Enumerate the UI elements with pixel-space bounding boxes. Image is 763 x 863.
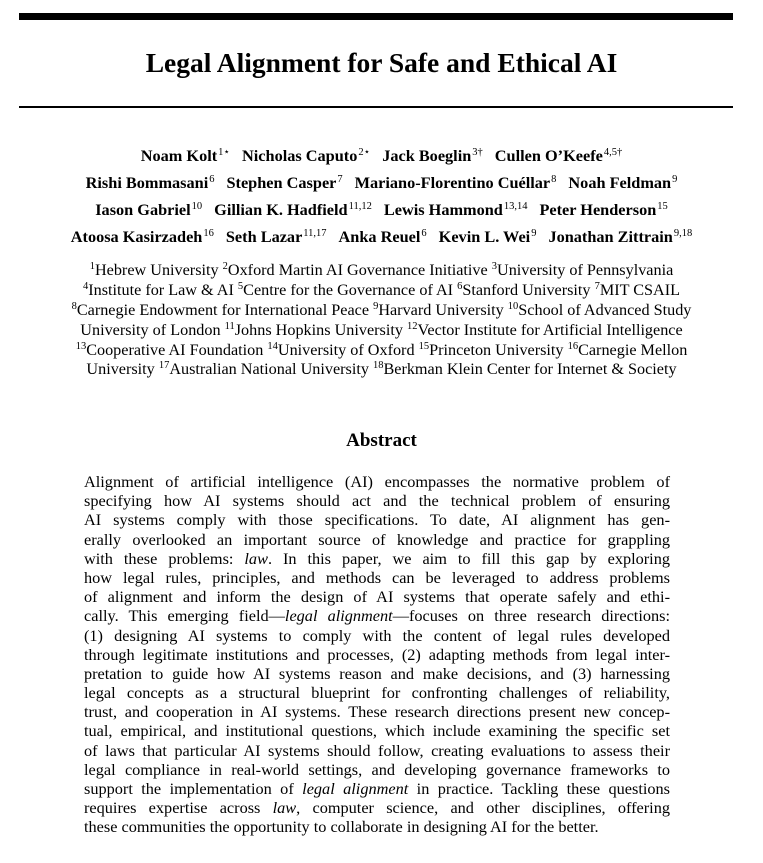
author-affiliation-mark: 3† (472, 147, 483, 158)
affiliation-name: University of Pennsylvania (497, 261, 674, 279)
author-affiliation-mark: 2⋆ (358, 147, 371, 158)
affiliation-name: Oxford Martin AI Governance Initiative (227, 261, 492, 279)
author-line (0, 171, 763, 198)
affiliation-number: 8 (71, 300, 77, 312)
affiliation-name: Centre for the Governance of AI (243, 280, 458, 299)
author-affiliation-mark: 8 (551, 174, 557, 185)
paper-title: Legal Alignment for Safe and Ethical AI (145, 47, 618, 78)
affiliation-name: Carnegie Mellon (578, 340, 688, 359)
author-affiliation-mark: 7 (337, 174, 343, 185)
author-name: Iason Gabriel (95, 200, 191, 219)
author-name: Jonathan Zittrain (548, 227, 673, 246)
affiliation-name: Harvard University (378, 300, 508, 319)
affiliation-name: Hebrew University (94, 261, 223, 279)
author-name: Noam Kolt (140, 146, 218, 165)
affiliation-name: Stanford University (462, 280, 595, 299)
author-affiliation-mark: 10 (191, 201, 203, 212)
affiliation-number: 4 (82, 280, 89, 292)
abstract-line: requires expertise across law, computer science, and other disciplines, offering (84, 798, 670, 818)
abstract-line: (1) designing AI systems to comply with the content of legal rules developed (84, 625, 670, 645)
affiliation-name: Institute for Law & AI (88, 280, 238, 299)
author-affiliation-mark: 13,14 (503, 201, 528, 212)
author-name: Atoosa Kasirzadeh (70, 227, 203, 246)
abstract-line: AI systems comply with those specifications. To date, AI alignment has gen- (84, 510, 670, 530)
abstract-line: with these problems: law. In this paper, we aim to fill this gap by exploring (84, 548, 670, 568)
author-affiliation-mark: 9 (531, 228, 537, 239)
affiliation-number: 13 (75, 340, 87, 352)
affiliation-name: Berkman Klein Center for Internet & Society (383, 360, 677, 379)
affiliation-number: 18 (372, 360, 384, 372)
author-name: Cullen O’Keefe (494, 146, 603, 165)
author-name: Kevin L. Wei (438, 227, 531, 246)
author-affiliation-mark: 1⋆ (218, 147, 230, 158)
affiliation-line (0, 320, 763, 340)
author (86, 173, 215, 192)
author-name: Gillian K. Hadfield (214, 200, 348, 219)
author (71, 227, 214, 246)
affiliation-name: Australian National University (169, 360, 373, 379)
affiliation-number: 1 (89, 261, 95, 272)
affiliation-number: 12 (406, 320, 418, 332)
abstract-line: these communities the opportunity to collaborate in designing AI for the better. (84, 817, 599, 837)
affiliation-number: 15 (418, 340, 430, 352)
author-name: Mariano-Florentino Cuéllar (354, 173, 551, 192)
abstract-line: Alignment of artificial intelligence (AI) encompasses the normative problem of (84, 472, 670, 491)
affiliation-number: 2 (222, 261, 228, 272)
abstract-line: of laws that particular AI systems should follow, creating evaluations to assess their (84, 740, 670, 760)
title-rule-bottom (19, 106, 733, 108)
affiliation-line (0, 340, 763, 360)
affiliation-name: Vector Institute for Artificial Intelligence (417, 320, 683, 339)
author-name: Anka Reuel (338, 227, 421, 246)
affiliation-name: Princeton University (429, 340, 568, 359)
affiliation-name: MIT CSAIL (599, 280, 681, 299)
affiliation-number: 11 (224, 320, 235, 332)
author-affiliation-mark: 4,5† (603, 147, 623, 158)
affiliation-line (0, 280, 763, 300)
affiliation-name: University of London (80, 320, 225, 339)
abstract-line: erally overlooked an important source of knowledge and practice for grappling (84, 529, 670, 549)
abstract-heading: Abstract (346, 430, 417, 451)
abstract-line: trust, and cooperation in AI systems. These research directions present new concep- (84, 702, 670, 722)
author-name: Seth Lazar (225, 227, 303, 246)
author-list (0, 144, 763, 252)
author (439, 227, 537, 246)
author-name: Jack Boeglin (382, 146, 472, 165)
author-name: Stephen Casper (226, 173, 337, 192)
author (382, 146, 483, 165)
affiliation-number: 3 (491, 261, 498, 272)
author (568, 173, 677, 192)
author (548, 227, 692, 246)
author-line (0, 144, 763, 171)
author-name: Lewis Hammond (383, 200, 503, 219)
author-line (0, 225, 763, 252)
author-line (0, 198, 763, 225)
abstract-line: of alignment and inform the design of AI systems that operate safely and ethi- (84, 587, 670, 607)
author (226, 173, 342, 192)
author-affiliation-mark: 15 (657, 201, 668, 212)
affiliation-number: 17 (158, 360, 170, 372)
author-affiliation-mark: 16 (203, 228, 214, 239)
affiliation-name: Johns Hopkins University (234, 320, 407, 339)
abstract-line: how legal rules, principles, and methods can be leveraged to address problems (84, 567, 670, 587)
author (355, 173, 557, 192)
abstract-line: tual, empirical, and institutional questions, which include examining the specific set (84, 721, 670, 741)
author (539, 200, 667, 219)
abstract-line: support the implementation of legal alignment in practice. Tackling these questions (84, 779, 671, 798)
affiliation-number: 14 (267, 340, 278, 352)
affiliation-line (0, 300, 763, 320)
abstract-body (84, 472, 670, 837)
affiliation-name: Cooperative AI Foundation (86, 340, 268, 359)
abstract-line: through legitimate institutions and processes, (2) adapting methods from legal inter- (84, 644, 670, 664)
author-affiliation-mark: 6 (209, 174, 215, 185)
author-name: Rishi Bommasani (85, 173, 209, 192)
affiliation-line (0, 260, 763, 280)
affiliation-name: School of Advanced Study (518, 300, 692, 319)
author (214, 200, 372, 219)
author (226, 227, 327, 246)
author-affiliation-mark: 11,12 (348, 201, 372, 212)
affiliation-name: University of Oxford (277, 340, 419, 359)
author-affiliation-mark: 11,17 (303, 228, 327, 239)
affiliation-number: 10 (507, 300, 519, 312)
author-name: Nicholas Caputo (242, 146, 358, 165)
affiliation-number: 5 (237, 280, 244, 292)
affiliation-list (0, 260, 763, 379)
affiliation-number: 7 (594, 280, 600, 292)
author-name: Peter Henderson (539, 200, 657, 219)
affiliation-line (0, 359, 763, 379)
author (384, 200, 528, 219)
author (141, 146, 230, 165)
author (242, 146, 370, 165)
abstract-line: specifying how AI systems should act and the technical problem of ensuring (84, 491, 670, 511)
author-affiliation-mark: 6 (421, 228, 427, 239)
affiliation-number: 9 (373, 300, 379, 312)
author-affiliation-mark: 9 (672, 174, 678, 185)
author (495, 146, 622, 165)
author-affiliation-mark: 9,18 (673, 228, 693, 239)
author-name: Noah Feldman (568, 173, 672, 192)
abstract-line: cally. This emerging field—legal alignment—focuses on three research directions: (84, 606, 670, 626)
affiliation-name: Carnegie Endowment for International Peace (76, 300, 374, 319)
abstract-line: legal concepts as a structural blueprint for confronting challenges of reliability, (84, 683, 670, 703)
abstract-line: legal compliance in real-world settings, and developing governance frameworks to (84, 759, 670, 779)
title-rule-top (19, 13, 733, 20)
abstract-line: pretation to guide how AI systems reason and make decisions, and (3) harnessing (84, 663, 670, 683)
affiliation-number: 6 (457, 280, 463, 292)
affiliation-number: 16 (567, 340, 579, 352)
affiliation-name: University (86, 360, 159, 379)
author (95, 200, 202, 219)
author (339, 227, 427, 246)
